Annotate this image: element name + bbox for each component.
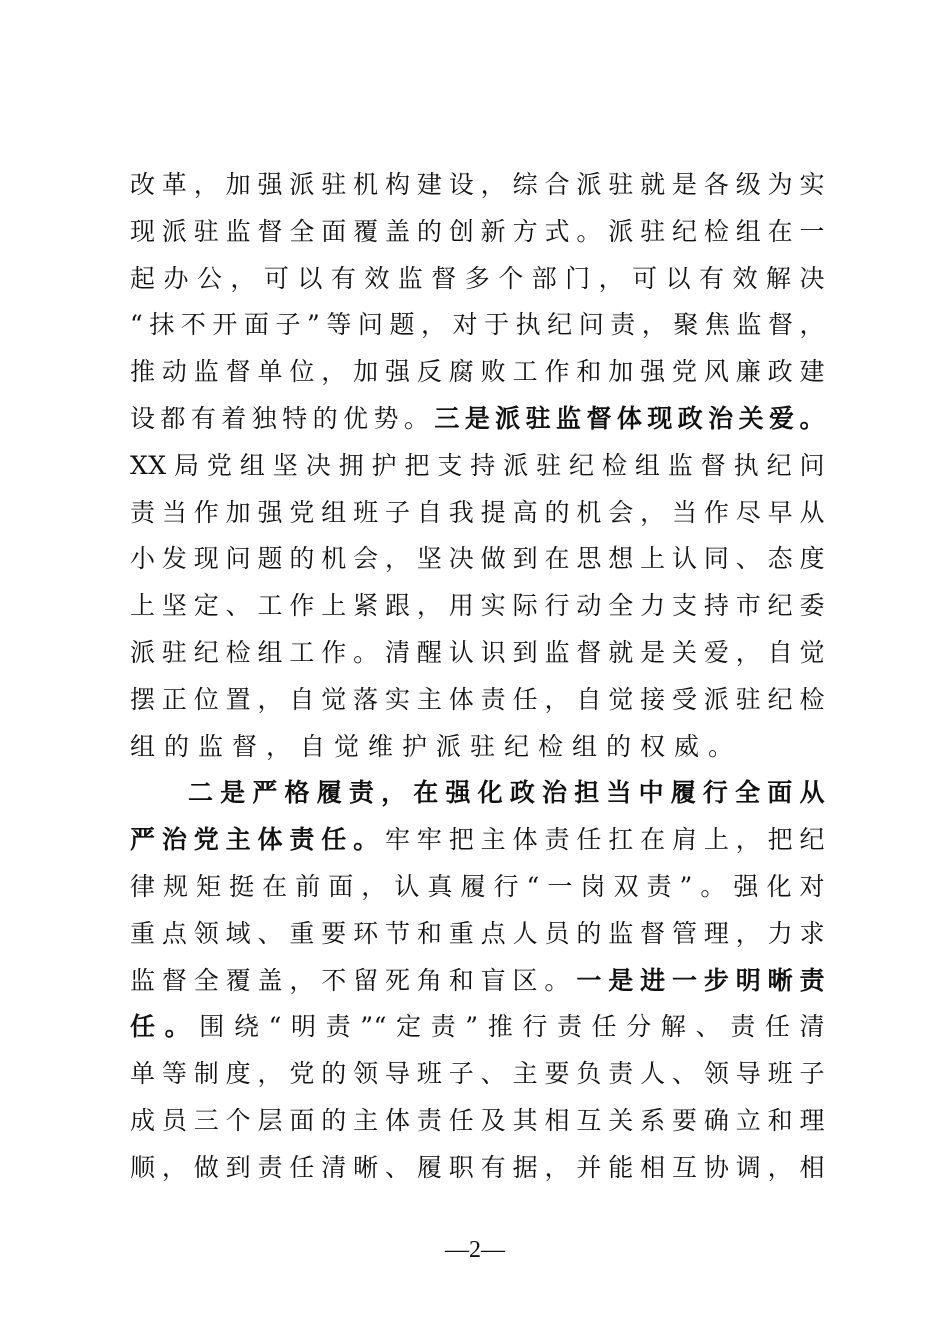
text-segment: 起办公，可以有效监督多个部门，可以有效解决 bbox=[130, 263, 825, 293]
text-segment: 推动监督单位，加强反腐败工作和加强党风廉政建 bbox=[130, 357, 825, 387]
text-segment: 责当作加强党组班子自我提高的机会，当作尽早从 bbox=[130, 497, 825, 527]
text-segment: 重点领域、重要环节和重点人员的监督管理，力求 bbox=[130, 918, 825, 948]
text-line bbox=[130, 820, 825, 860]
text-line bbox=[130, 212, 825, 252]
text-line bbox=[130, 680, 825, 720]
text-segment: 组的监督，自觉维护派驻纪检组的权威。 bbox=[130, 731, 743, 761]
page-number: —2— bbox=[445, 1237, 505, 1263]
text-line bbox=[130, 1101, 825, 1141]
text-segment: “抹不开面子”等问题，对于执纪问责，聚焦监督， bbox=[130, 310, 825, 340]
text-line bbox=[130, 867, 825, 907]
text-line bbox=[130, 914, 825, 954]
text-segment: 成员三个层面的主体责任及其相互关系要确立和理 bbox=[130, 1106, 825, 1135]
text-line bbox=[130, 165, 825, 205]
text-segment: 牢牢把主体责任扛在肩上，把纪 bbox=[385, 825, 825, 855]
text-line bbox=[130, 1148, 825, 1188]
text-segment: 改革，加强派驻机构建设，综合派驻就是各级为实 bbox=[130, 170, 825, 199]
text-line bbox=[130, 1054, 825, 1094]
bold-text-segment: 任。 bbox=[130, 1012, 200, 1042]
text-line bbox=[130, 446, 825, 486]
bold-text-segment: 三是派驻监督体现政治关爱。 bbox=[434, 404, 825, 433]
bold-text-segment: 一是进一步明晰责 bbox=[576, 965, 825, 995]
text-segment: XX局党组坚决拥护把支持派驻纪检组监督执纪问 bbox=[130, 450, 825, 480]
text-line bbox=[130, 399, 825, 439]
text-line bbox=[130, 586, 825, 626]
text-line bbox=[130, 961, 825, 1001]
text-line bbox=[130, 539, 825, 579]
text-segment: 上坚定、工作上紧跟，用实际行动全力支持市纪委 bbox=[130, 591, 825, 621]
text-segment: 围绕“明责”“定责”推行责任分解、责任清 bbox=[199, 1012, 825, 1042]
text-segment: 监督全覆盖，不留死角和盲区。 bbox=[130, 965, 577, 995]
text-segment: 现派驻监督全面覆盖的创新方式。派驻纪检组在一 bbox=[130, 216, 825, 246]
text-line bbox=[130, 1007, 825, 1047]
text-segment: 设都有着独特的优势。 bbox=[130, 404, 435, 433]
text-segment: 派驻纪检组工作。清醒认识到监督就是关爱，自觉 bbox=[130, 638, 825, 667]
text-line bbox=[130, 493, 825, 533]
text-line bbox=[130, 259, 825, 299]
text-line bbox=[188, 773, 825, 813]
text-line bbox=[130, 305, 825, 345]
text-segment: 顺，做到责任清晰、履职有据，并能相互协调，相 bbox=[130, 1152, 825, 1182]
text-line bbox=[130, 633, 825, 673]
bold-text-segment: 二是严格履责，在强化政治担当中履行全面从 bbox=[188, 778, 825, 808]
text-segment: 小发现问题的机会，坚决做到在思想上认同、态度 bbox=[130, 544, 825, 574]
bold-text-segment: 严治党主体责任。 bbox=[130, 825, 386, 855]
text-line bbox=[130, 727, 825, 767]
text-line bbox=[130, 352, 825, 392]
text-segment: 摆正位置，自觉落实主体责任，自觉接受派驻纪检 bbox=[130, 684, 825, 714]
text-segment: 单等制度，党的领导班子、主要负责人、领导班子 bbox=[130, 1059, 825, 1089]
text-segment: 律规矩挺在前面，认真履行“一岗双责”。强化对 bbox=[130, 872, 825, 901]
